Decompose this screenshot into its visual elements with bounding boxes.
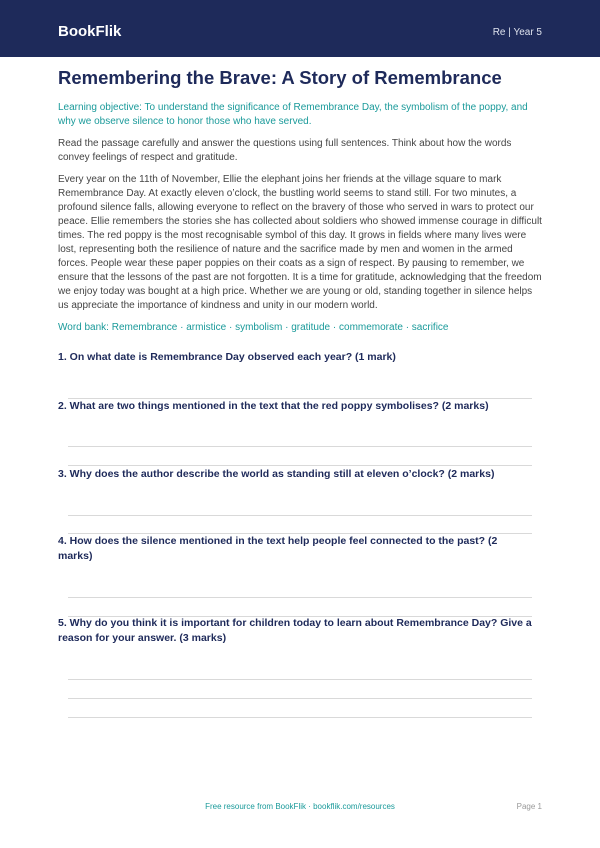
answer-line[interactable] [68,698,532,699]
answer-line[interactable] [68,446,532,447]
worksheet-body [58,66,542,335]
footer-source-link[interactable]: Free resource from BookFlik · bookflik.com/resources [205,802,395,811]
answer-line[interactable] [68,465,532,466]
question-3: 3. Why does the author describe the world as standing still at eleven o’clock? (2 marks) [58,468,495,480]
brand-logo: BookFlik [58,23,122,40]
answer-line[interactable] [68,515,532,516]
question-5: 5. Why do you think it is important for children today to learn about Remembrance Day? Give a reason for your answer. (3 marks) [58,617,532,644]
question-2: 2. What are two things mentioned in the text that the red poppy symbolises? (2 marks) [58,400,489,412]
answer-line[interactable] [68,597,532,598]
word-bank: Word bank: Remembrance · armistice · symbolism · gratitude · commemorate · sacrifice [58,322,449,333]
question-1: 1. On what date is Remembrance Day observed each year? (1 mark) [58,351,396,363]
header-bar [0,0,600,57]
learning-objective: Learning objective: To understand the significance of Remembrance Day, the symbolism of the poppy, and why we observe silence to honor those who have served. [58,102,528,127]
instructions: Read the passage carefully and answer the questions using full sentences. Think about how the words convey feelings of respect and gratitude. [58,138,512,163]
subject-year-label: Re | Year 5 [492,27,542,38]
question-4: 4. How does the silence mentioned in the text help people feel connected to the past? (2 marks) [58,535,498,562]
page-title: Remembering the Brave: A Story of Remembrance [58,67,502,88]
page-number: Page 1 [516,802,542,811]
answer-line[interactable] [68,717,532,718]
answer-line[interactable] [68,679,532,680]
reading-passage: Every year on the 11th of November, Ellie the elephant joins her friends at the village square to mark Remembrance Day. At exactly eleven o’clock, the bustling world seems to stand still. For two minutes, a profound silence falls, allowing everyone to reflect on the bravery of those who served in wars to protect our peace. Ellie remembers the stories she has collected about soldiers who showed immense courage in difficult times. The red poppy is the most recognisable symbol of this day. It grows in fields where many lives were lost, representing both the resilience of nature and the sacrifice made by men and women in the armed forces. People wear these paper poppies on their coats as a sign of respect. By pausing to remember, we ensure that the lessons of the past are not forgotten. It is a time for gratitude, acknowledging that the freedom we enjoy today was bought at a high price. Whether we are young or old, standing together in silence helps us appreciate the importance of kindness and unity in our modern world. [58,174,542,311]
